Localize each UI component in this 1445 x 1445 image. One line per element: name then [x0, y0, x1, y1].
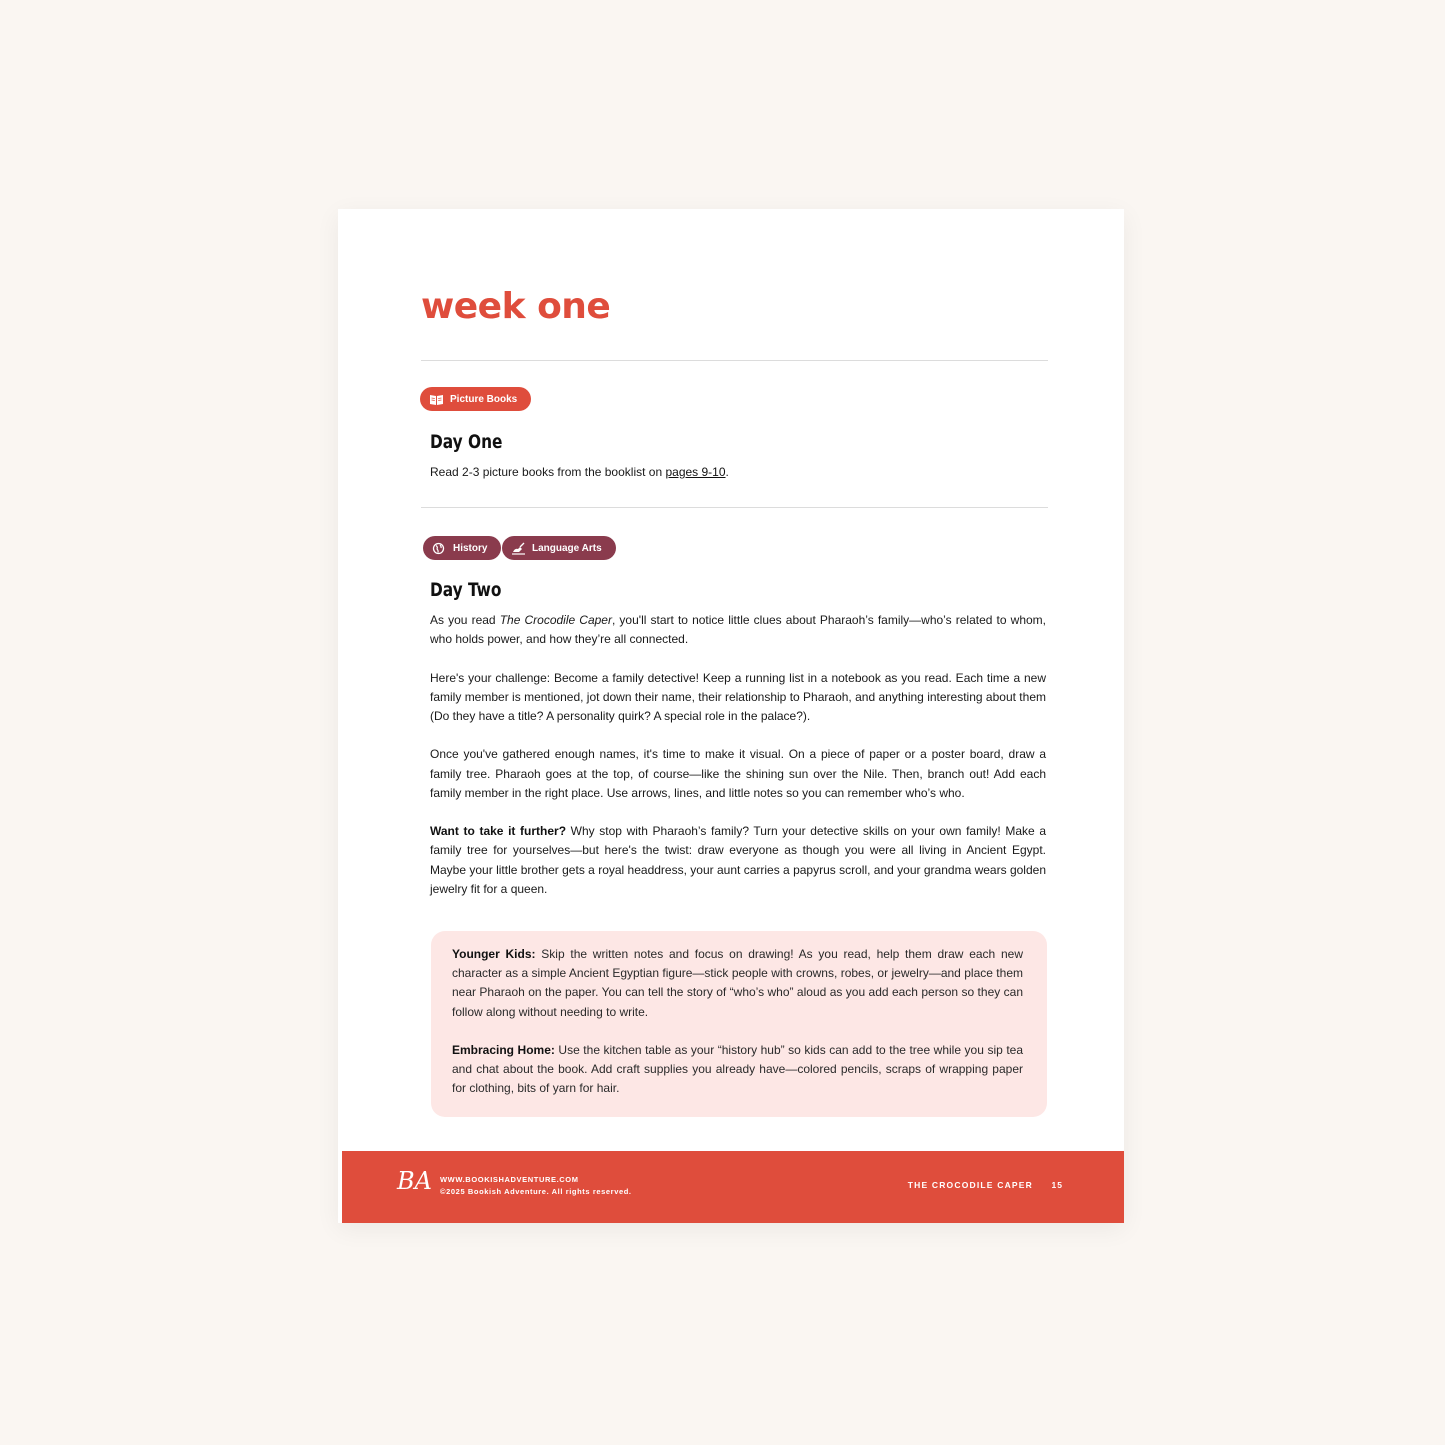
day-two-paragraph-2: Here's your challenge: Become a family detective! Keep a running list in a notebook as you read. Each time a new family member is mentioned, jot down their name, their relationship to Pharaoh, and anything interesting about them (Do they have a title? A personality quirk? A special role in the palace?).: [430, 670, 1046, 723]
footer-book-title: THE CROCODILE CAPER: [907, 1180, 1033, 1190]
tag-label: History: [453, 542, 488, 554]
day-one-heading: Day One: [430, 431, 503, 453]
embracing-home-tip: [452, 1041, 1023, 1099]
paragraph-text: Why stop with Pharaoh’s family? Turn your detective skills on your own family! Make a family tree for yourselves—but here's the twist: draw everyone as though you were all living in Ancient Egypt. Maybe your little brother gets a royal headdress, your aunt carries a papyrus scroll, and your grandma wears golden jewelry fit for a queen.: [430, 824, 1046, 896]
brand-logo: BA: [397, 1167, 432, 1195]
tip-label: Embracing Home:: [452, 1043, 555, 1057]
day-one-text-start: Read 2-3 picture books from the booklist on: [430, 465, 666, 479]
paragraph-lead: Want to take it further?: [430, 824, 567, 839]
day-two-heading: Day Two: [430, 579, 502, 601]
tip-text: Skip the written notes and focus on drawing! As you read, help them draw each new character as a simple Ancient Egyptian figure—stick people with crowns, robes, or jewelry—and place them near Pharaoh on the paper. You can tell the story of “who’s who” aloud as you add each person so they can follow along without needing to write.: [452, 947, 1023, 1019]
paragraph-text: As you read: [430, 613, 500, 627]
younger-kids-tip: [452, 945, 1023, 1022]
book-title: The Crocodile Caper: [499, 613, 612, 627]
section-divider: [421, 360, 1048, 361]
document-page: [338, 209, 1124, 1223]
open-book-icon: [429, 393, 444, 406]
page-footer: [342, 1151, 1124, 1223]
paragraph-text: , you'll start to notice little clues about Pharaoh’s family—who’s related to whom, who holds power, and how they’re all connected.: [430, 613, 1047, 647]
booklist-pages-link[interactable]: pages 9-10: [665, 465, 726, 479]
page-title: week one: [421, 286, 611, 327]
tag-picture-books: [420, 387, 531, 411]
writing-hand-icon: [511, 542, 526, 555]
tips-callout: [431, 931, 1047, 1117]
tag-history: [423, 536, 501, 560]
website-url[interactable]: WWW.BOOKISHADVENTURE.COM: [440, 1175, 579, 1184]
day-two-body: [430, 611, 1046, 899]
globe-icon: [432, 542, 447, 555]
tip-text: Use the kitchen table as your “history hub” so kids can add to the tree while you sip tea and chat about the book. Add craft supplies you already have—colored pencils, scraps of wrapping paper for clothing, bits of yarn for hair.: [452, 1043, 1023, 1096]
day-one-text-end: .: [725, 465, 729, 479]
day-two-paragraph-4: [430, 822, 1046, 899]
day-one-text: [430, 463, 1046, 482]
section-divider: [421, 507, 1048, 508]
tag-language-arts: [502, 536, 616, 560]
copyright-notice: ©2025 Bookish Adventure. All rights reserved.: [440, 1187, 632, 1196]
tag-label: Language Arts: [532, 542, 602, 554]
day-two-paragraph-3: Once you've gathered enough names, it's time to make it visual. On a piece of paper or a poster board, draw a family tree. Pharaoh goes at the top, of course—like the shining sun over the Nile. Then, branch out! Add each family member in the right place. Use arrows, lines, and little notes so you can remember who’s who.: [430, 747, 1046, 800]
tip-label: Younger Kids:: [452, 947, 536, 961]
day-two-paragraph-1: [430, 611, 1046, 649]
tag-label: Picture Books: [450, 393, 518, 405]
page-number: 15: [1051, 1180, 1063, 1190]
